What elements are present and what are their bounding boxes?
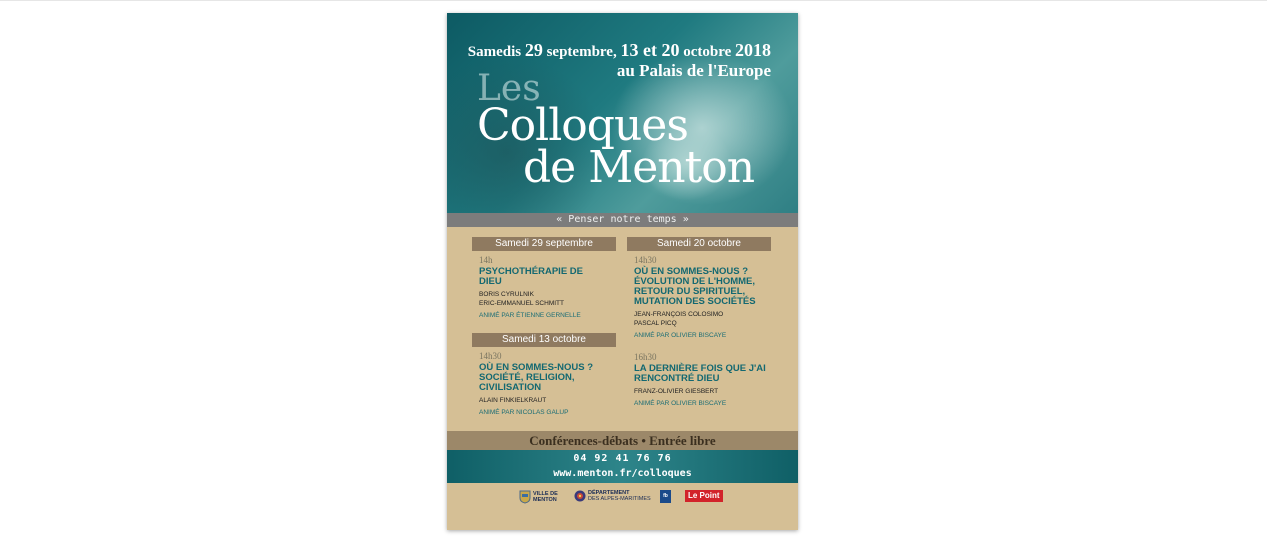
event-title: OÙ EN SOMMES-NOUS ? ÉVOLUTION DE L'HOMME, RETOUR DU SPIRITUEL, MUTATION DES SOCIÉTÉS [634, 266, 756, 307]
ville-label-1: VILLE DE [533, 491, 558, 497]
phone-number: 04 92 41 76 76 [573, 453, 672, 464]
dept-label-1: DÉPARTEMENT [588, 490, 630, 496]
contact-band [447, 450, 798, 483]
event-title: LA DERNIÈRE FOIS QUE J'AI RENCONTRÉ DIEU [634, 363, 766, 384]
event-speakers [634, 387, 787, 396]
day-header: Samedi 13 octobre [472, 333, 616, 347]
department-emblem-icon [574, 490, 586, 502]
event-poster [447, 13, 798, 530]
ville-de-menton-logo [519, 490, 558, 504]
day-column-20-oct [627, 237, 787, 408]
radio-logo [660, 490, 671, 503]
day-header: Samedi 29 septembre [472, 237, 616, 251]
conferences-banner: Conférences-débats • Entrée libre [447, 431, 798, 450]
event-time: 14h30 [479, 351, 502, 361]
speaker: ERIC-EMMANUEL SCHMITT [479, 300, 564, 307]
le-point-label: Le Point [685, 490, 723, 502]
dates-prefix: Samedis [467, 44, 522, 60]
le-point-logo [685, 490, 723, 502]
event-dates [468, 40, 771, 61]
departement-logo [574, 490, 651, 502]
event-time: 14h30 [634, 255, 657, 265]
event-venue: au Palais de l'Europe [616, 61, 771, 80]
tagline-strip: « Penser notre temps » [447, 213, 798, 227]
event-title: OÙ EN SOMMES-NOUS ? SOCIÉTÉ, RELIGION, CIVILISATION [479, 362, 594, 393]
speaker: FRANZ-OLIVIER GIESBERT [634, 388, 719, 395]
ville-label-2: MENTON [533, 497, 557, 503]
title-colloques: Colloques [477, 100, 688, 151]
city-crest-icon [519, 490, 531, 504]
dept-label-2: DES ALPES-MARITIMES [588, 496, 651, 502]
event-moderator: ANIMÉ PAR OLIVIER BISCAYE [634, 332, 727, 339]
top-divider [0, 0, 1267, 1]
event-moderator: ANIMÉ PAR ÉTIENNE GERNELLE [479, 312, 581, 319]
title-de-menton: de Menton [523, 142, 755, 193]
event-moderator: ANIMÉ PAR OLIVIER BISCAYE [634, 400, 727, 407]
month-2: octobre [683, 44, 732, 60]
radio-icon: fb [660, 490, 671, 503]
date-1: 29 [524, 40, 543, 60]
month-1: septembre, [546, 44, 617, 60]
event-moderator: ANIMÉ PAR NICOLAS GALUP [479, 409, 569, 416]
sponsor-logos [447, 483, 798, 530]
year: 2018 [735, 40, 771, 60]
speaker: ALAIN FINKIELKRAUT [479, 397, 547, 404]
dates-2: 13 et 20 [620, 40, 680, 60]
day-column-13-oct [472, 333, 622, 417]
event-speakers [634, 310, 787, 328]
speaker: BORIS CYRULNIK [479, 291, 534, 298]
event-title: PSYCHOTHÉRAPIE DE DIEU [479, 266, 583, 287]
speaker: JEAN-FRANÇOIS COLOSIMO [634, 311, 724, 318]
event-time: 16h30 [634, 352, 657, 362]
day-column-29-sept [472, 237, 622, 320]
day-header: Samedi 20 octobre [627, 237, 771, 251]
title-les: Les [477, 68, 541, 109]
event-speakers [479, 290, 622, 308]
event-time: 14h [479, 255, 493, 265]
website-link: www.menton.fr/colloques [553, 468, 692, 479]
event-speakers [479, 396, 622, 405]
speaker: PASCAL PICQ [634, 320, 677, 327]
poster-hero [447, 13, 798, 213]
